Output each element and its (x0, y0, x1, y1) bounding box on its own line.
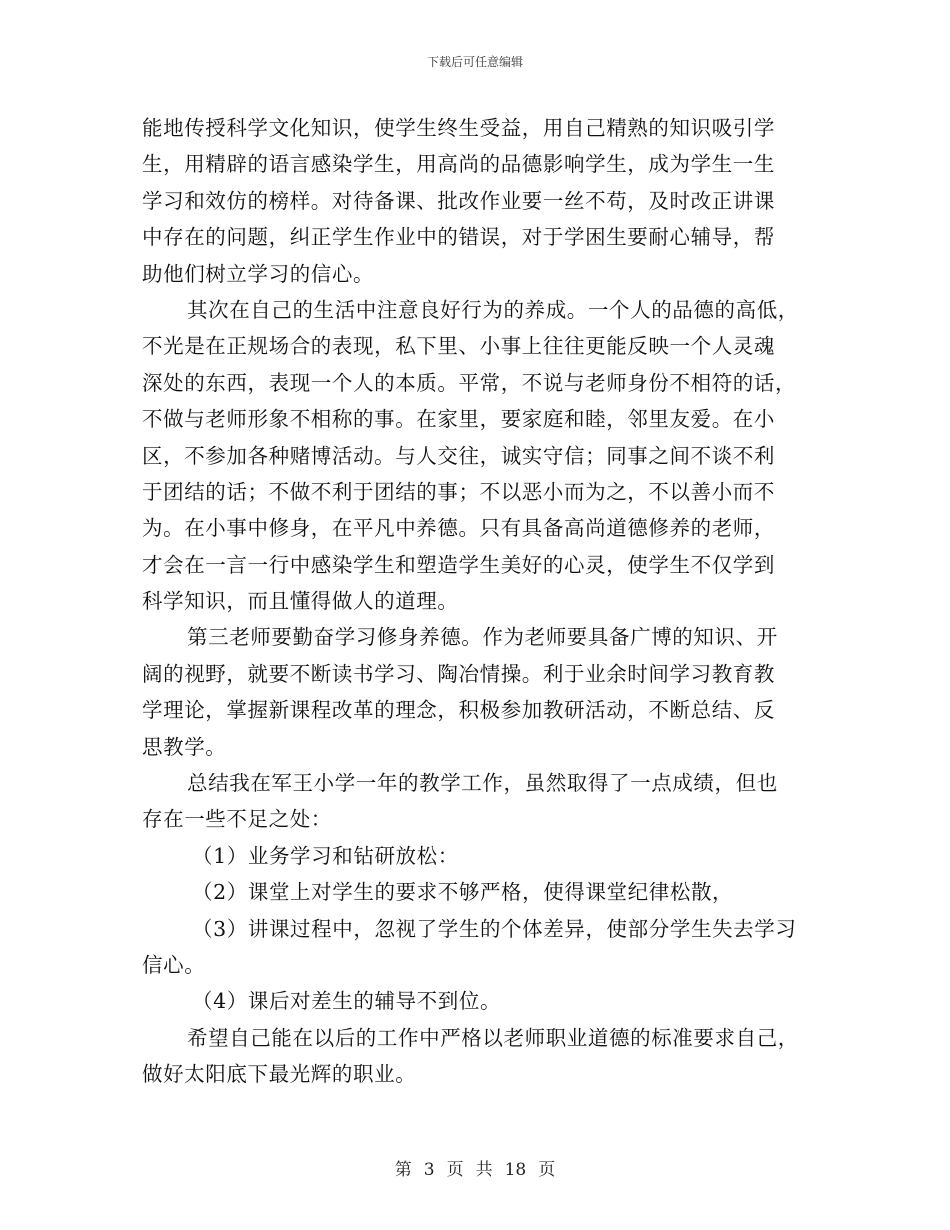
text-line: 不做与老师形象不相称的事。在家里，要家庭和睦，邻里友爱。在小 (142, 407, 775, 432)
text-line: 学理论，掌握新课程改革的理念，积极参加教研活动，不断总结、反 (142, 698, 775, 723)
list-item: （2）课堂上对学生的要求不够严格，使得课堂纪律松散， (192, 880, 734, 905)
document-body (142, 110, 807, 1093)
page-label-prefix: 第 (394, 1160, 412, 1180)
paragraph-start: 第三老师要勤奋学习修身养德。作为老师要具备广博的知识、开 (187, 625, 778, 650)
text-line: 生，用精辟的语言感染学生，用高尚的品德影响学生，成为学生一生 (142, 152, 775, 177)
paragraph-start: 总结我在军王小学一年的教学工作，虽然取得了一点成绩，但也 (187, 771, 778, 796)
text-line: 信心。 (142, 952, 206, 977)
text-line: 科学知识，而且懂得做人的道理。 (142, 589, 459, 614)
page-label-total-prefix: 共 (475, 1160, 493, 1180)
text-line: 中存在的问题，纠正学生作业中的错误，对于学困生要耐心辅导，帮 (142, 225, 775, 250)
list-item: （1）业务学习和钻研放松： (192, 843, 459, 868)
text-line: 阔的视野，就要不断读书学习、陶冶情操。利于业余时间学习教育教 (142, 661, 775, 686)
text-line: 于团结的话；不做不利于团结的事；不以恶小而为之，不以善小而不 (142, 479, 775, 504)
page-current: 3 (423, 1160, 435, 1180)
text-line: 深处的东西，表现一个人的本质。平常，不说与老师身份不相符的话， (142, 370, 797, 395)
text-line: 能地传授科学文化知识，使学生终生受益，用自己精熟的知识吸引学 (142, 116, 775, 140)
text-line: 助他们树立学习的信心。 (142, 261, 375, 286)
text-line: 区，不参加各种赌博活动。与人交往，诚实守信；同事之间不谈不利 (142, 443, 775, 468)
list-item: （4）课后对差生的辅导不到位。 (192, 989, 502, 1014)
text-line: 不光是在正规场合的表现，私下里、小事上往往更能反映一个人灵魂 (142, 334, 775, 359)
page-label-suffix: 页 (538, 1160, 556, 1180)
text-line: 学习和效仿的榜样。对待备课、批改作业要一丝不苟，及时改正讲课 (142, 188, 775, 213)
page-label-mid: 页 (446, 1160, 464, 1180)
paragraph-start: 其次在自己的生活中注意良好行为的养成。一个人的品德的高低， (187, 297, 799, 322)
list-item: （3）讲课过程中，忽视了学生的个体差异，使部分学生失去学习 (192, 916, 797, 941)
page-total: 18 (504, 1160, 527, 1180)
text-line: 才会在一言一行中感染学生和塑造学生美好的心灵，使学生不仅学到 (142, 552, 775, 577)
text-line: 做好太阳底下最光辉的职业。 (142, 1062, 417, 1087)
page-footer (0, 1155, 950, 1180)
page-header: 下载后可任意编辑 (426, 55, 523, 69)
text-line: 存在一些不足之处： (142, 807, 332, 832)
text-line: 思教学。 (142, 734, 227, 759)
paragraph-start: 希望自己能在以后的工作中严格以老师职业道德的标准要求自己， (187, 1025, 799, 1050)
text-line: 为。在小事中修身，在平凡中养德。只有具备高尚道德修养的老师， (142, 516, 775, 541)
